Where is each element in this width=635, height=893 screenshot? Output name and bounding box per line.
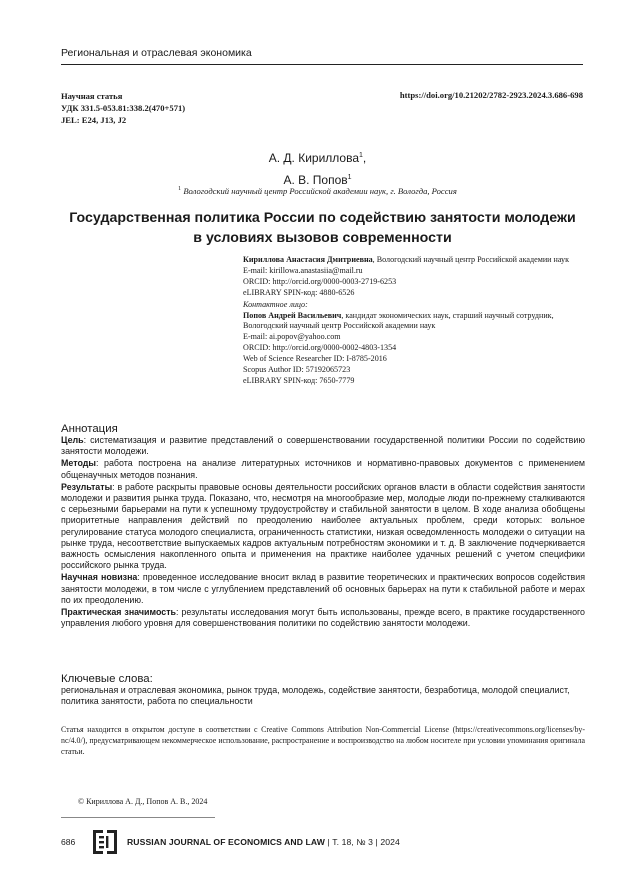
contact-orcid-1[interactable]: ORCID: http://orcid.org/0000-0003-2719-6253 [243, 276, 397, 286]
jel-codes: JEL: E24, J13, J2 [61, 115, 127, 125]
journal-name: RUSSIAN JOURNAL OF ECONOMICS AND LAW | Т. 18, № 3 | 2024 [127, 837, 400, 847]
author-2: А. В. Попов$^1$ [283, 173, 352, 187]
contact-person-label: Контактное лицо: [243, 299, 308, 309]
author-list [0, 146, 635, 190]
copyright-rule [61, 817, 215, 818]
article-type: Научная статья [61, 91, 123, 101]
abstract-section [61, 423, 585, 630]
copyright-line: © Кириллова А. Д., Попов А. В., 2024 [78, 797, 208, 806]
contact-email-2[interactable]: E-mail: ai.popov@yahoo.com [243, 332, 341, 342]
abstract-novelty: Научная новизна: проведенное исследование вносит вклад в развитие теоретических и практических вопросов содействия занятости молодежи, в том числе с углублением представлений об основных барьерах на пути к стабильной работе и мерах по их преодолению. [61, 572, 586, 605]
contact-orcid-2[interactable]: ORCID: http://orcid.org/0000-0002-4803-1354 [243, 343, 397, 353]
keywords-heading: Ключевые слова: [61, 673, 153, 685]
license-note: Статья находится в открытом доступе в соответствии с Creative Commons Attribution Non-Commercial License (https://creativecommons.org/licenses/by-nc/4.0/), предусматривающем некоммерческое использование, распространение и воспроизводство на любом носителе при условии упоминания оригинала статьи. [61, 725, 585, 757]
keywords-list: региональная и отраслевая экономика, рынок труда, молодежь, содействие занятости, безработица, молодой специалист, политика занятости, работа по специальности [61, 685, 570, 707]
page-footer [61, 828, 591, 856]
keywords-section [61, 673, 585, 707]
author-1: А. Д. Кириллова$^1$, [268, 151, 367, 165]
abstract-body [61, 435, 585, 629]
contact-email-1[interactable]: E-mail: kirillowa.anastasiia@mail.ru [243, 265, 363, 275]
author-contacts [243, 255, 585, 387]
contact-elibrary-2: eLIBRARY SPIN-код: 7650-7779 [243, 375, 355, 385]
abstract-heading: Аннотация [61, 423, 118, 435]
contact-wos-2: Web of Science Researcher ID: I-8785-2016 [243, 354, 387, 364]
abstract-results: Результаты: в работе раскрыты правовые основы деятельности российских органов власти в области содействия занятости молодежи и развития рынка труда. Показано, что, несмотря на многообразие мер, молодые люди по-прежнему сталкиваются с серьезными барьерами на пути к успешному трудоустройству и стабильной занятости в целом. В ходе анализа обобщены приоритетные направления действий по преодолению наиболее актуальных проблем, среди которых: вольное регулирование статуса молодого специалиста, ограниченность статистики, низкая осведомленность молодежи о ситуации на рынке труда, несоответствие выпускаемых кадров актуальным потребностям экономики и т. д. В заключение подчеркивается важность осмысления накопленного опыта и применения на практике наиболее удачных решений с учетом специфики российского рынка труда. [61, 481, 585, 571]
abstract-goal: Цель: систематизация и развитие представлений о совершенствовании государственной политики России по содействию занятости молодежи. [61, 435, 585, 457]
affiliation: $^1$ Вологодский научный центр Российской академии наук, г. Вологда, Россия [178, 186, 457, 196]
running-head: Региональная и отраслевая экономика [61, 47, 252, 59]
journal-logo-icon [91, 829, 119, 855]
abstract-methods: Методы: работа построена на анализе литературных источников и нормативно-правовых документов с применением общенаучных методов познания. [61, 458, 585, 480]
contact-block-2: Попов Андрей Васильевич, кандидат экономических наук, старший научный сотрудник, Вологодский научный центр Российской академии наук E-mail: ai.popov@yahoo.com ORCID: http://orcid.org/0000-0002-4803-1354 Web of Science Researcher ID: I-8785-2016 Scopus Author ID: 57192065723 eLIBRARY SPIN-код: 7650-7779 [243, 311, 585, 387]
header-rule [61, 64, 583, 65]
doi-link[interactable]: https://doi.org/10.21202/2782-2923.2024.3.686-698 [399, 90, 583, 100]
page-number: 686 [61, 837, 76, 847]
contact-scopus-2: Scopus Author ID: 57192065723 [243, 365, 351, 375]
udk-code: УДК 331.5-053.81:338.2(470+571) [61, 103, 186, 113]
article-title: Государственная политика России по содействию занятости молодежи в условиях вызовов современности [69, 210, 576, 246]
article-meta [61, 90, 185, 126]
abstract-practical: Практическая значимость: результаты исследования могут быть использованы, прежде всего, в практике государственного управления любого уровня для совершенствования политики по содействию занятости молодежи. [61, 607, 585, 629]
contact-name-1: Кириллова Анастасия Дмитриевна [243, 255, 373, 264]
contact-elibrary-1: eLIBRARY SPIN-код: 4880-6526 [243, 287, 355, 297]
contact-block-1: Кириллова Анастасия Дмитриевна, Вологодский научный центр Российской академии наук E-mail: kirillowa.anastasiia@mail.ru ORCID: http://orcid.org/0000-0003-2719-6253 eLIBRARY SPIN-код: 4880-6526 [243, 255, 585, 299]
contact-name-2: Попов Андрей Васильевич [243, 310, 342, 320]
